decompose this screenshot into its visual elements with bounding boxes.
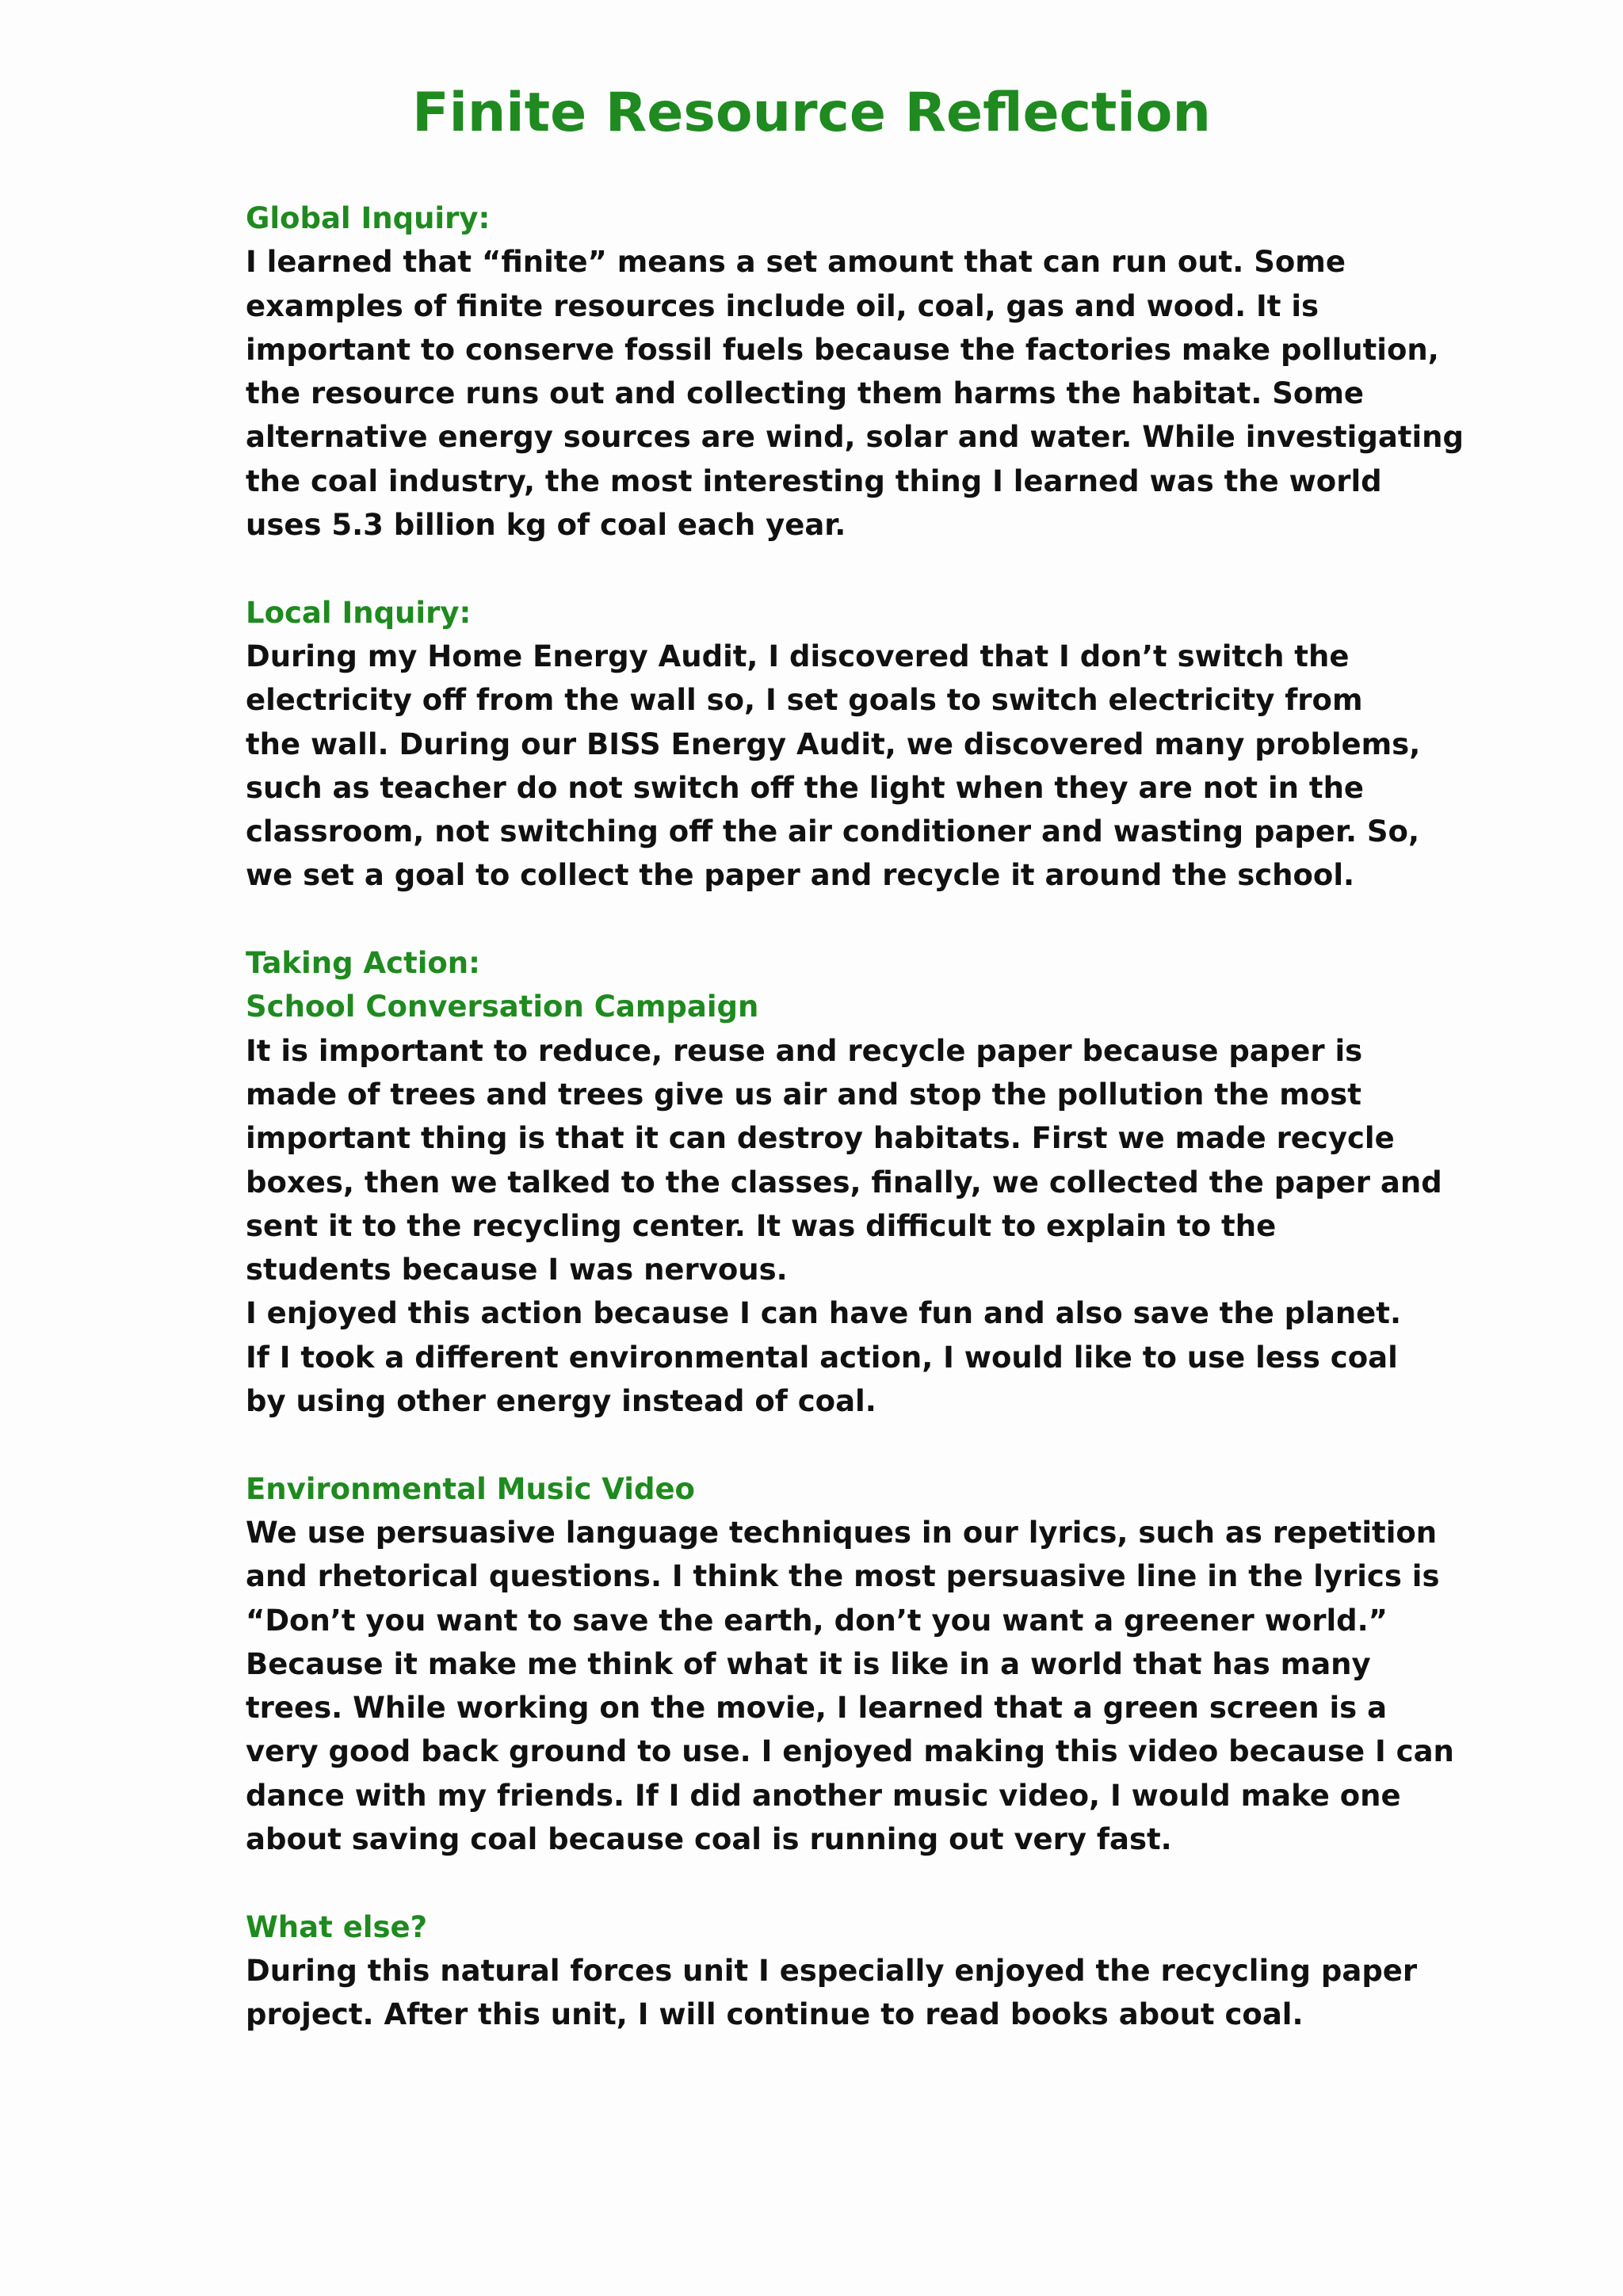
- document-body: [246, 196, 1464, 2036]
- paragraph-line: uses 5.3 billion kg of coal each year.: [246, 508, 846, 543]
- paragraph-line: trees. While working on the movie, I learned that a green screen is a: [246, 1691, 1388, 1726]
- paragraph-line: students because I was nervous.: [246, 1253, 788, 1287]
- global-inquiry-section: [246, 196, 1464, 547]
- section-heading-taking-action: Taking Action:: [246, 946, 480, 981]
- paragraph-line: alternative energy sources are wind, solar and water. While investigating: [246, 420, 1464, 455]
- paragraph-line: “Don’t you want to save the earth, don’t you want a greener world.”: [246, 1603, 1388, 1638]
- paragraph-line: such as teacher do not switch off the light when they are not in the: [246, 770, 1365, 805]
- paragraph-line: the coal industry, the most interesting thing I learned was the world: [246, 463, 1382, 498]
- paragraph-line: During this natural forces unit I especially enjoyed the recycling paper: [246, 1953, 1418, 1988]
- paragraph-line: important thing is that it can destroy habitats. First we made recycle: [246, 1121, 1395, 1156]
- paragraph-spacer: [246, 1861, 1387, 1905]
- local-inquiry-section: [246, 591, 1421, 898]
- taking-action-section: [246, 941, 1442, 1423]
- section-heading-what-else: What else?: [246, 1909, 428, 1944]
- paragraph-line: the wall. During our BISS Energy Audit, we discovered many problems,: [246, 727, 1421, 761]
- paragraph-line: During my Home Energy Audit, I discovered that I don’t switch the: [246, 639, 1350, 673]
- subheading-school-campaign: School Conversation Campaign: [246, 990, 759, 1024]
- section-heading-local-inquiry: Local Inquiry:: [246, 595, 472, 630]
- paragraph-line: made of trees and trees give us air and stop the pollution the most: [246, 1077, 1361, 1112]
- paragraph-line: Because it make me think of what it is like in a world that has many: [246, 1646, 1371, 1681]
- section-heading-global-inquiry: Global Inquiry:: [246, 201, 491, 235]
- music-video-section: [246, 1467, 1454, 1862]
- paragraph-spacer: [246, 1423, 1387, 1466]
- paragraph-line: If I took a different environmental action, I would like to use less coal: [246, 1340, 1398, 1375]
- paragraph-line: by using other energy instead of coal.: [246, 1384, 876, 1419]
- paragraph-line: classroom, not switching off the air conditioner and wasting paper. So,: [246, 814, 1420, 849]
- paragraph-line: and rhetorical questions. I think the most persuasive line in the lyrics is: [246, 1559, 1440, 1594]
- paragraph-line: important to conserve fossil fuels because the factories make pollution,: [246, 332, 1439, 367]
- paragraph-line: very good back ground to use. I enjoyed making this video because I can: [246, 1734, 1454, 1769]
- paragraph-line: about saving coal because coal is running out very fast.: [246, 1821, 1172, 1856]
- paragraph-line: We use persuasive language techniques in our lyrics, such as repetition: [246, 1515, 1438, 1550]
- paragraph-line: boxes, then we talked to the classes, finally, we collected the paper and: [246, 1165, 1442, 1199]
- section-heading-music-video: Environmental Music Video: [246, 1471, 695, 1506]
- paragraph-line: electricity off from the wall so, I set goals to switch electricity from: [246, 683, 1363, 718]
- paragraph-line: I enjoyed this action because I can have fun and also save the planet.: [246, 1296, 1401, 1331]
- paragraph-line: project. After this unit, I will continue to read books about coal.: [246, 1997, 1304, 2032]
- paragraph-line: I learned that “finite” means a set amount that can run out. Some: [246, 245, 1346, 280]
- paragraph-line: dance with my friends. If I did another music video, I would make one: [246, 1778, 1401, 1813]
- paragraph-line: the resource runs out and collecting them harms the habitat. Some: [246, 376, 1364, 411]
- paragraph-spacer: [246, 547, 1387, 590]
- paragraph-line: It is important to reduce, reuse and recycle paper because paper is: [246, 1033, 1363, 1068]
- what-else-section: [246, 1905, 1418, 2037]
- page-title: Finite Resource Reflection: [412, 82, 1211, 144]
- paragraph-line: sent it to the recycling center. It was difficult to explain to the: [246, 1208, 1277, 1243]
- paragraph-line: we set a goal to collect the paper and recycle it around the school.: [246, 858, 1355, 893]
- paragraph-line: examples of finite resources include oil, coal, gas and wood. It is: [246, 288, 1319, 323]
- paragraph-spacer: [246, 898, 1387, 941]
